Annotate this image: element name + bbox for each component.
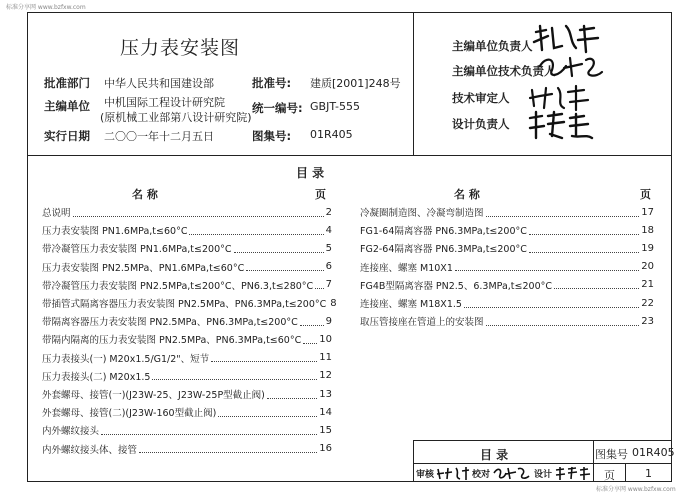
toc-item-page: 6 bbox=[325, 261, 332, 273]
signature-designer bbox=[526, 108, 598, 142]
toc-item-name: 内外螺纹接头 bbox=[42, 426, 100, 438]
toc-item bbox=[42, 386, 332, 402]
toc-item-page: 2 bbox=[325, 206, 332, 218]
toc-item bbox=[42, 441, 332, 457]
toc-item-name: 内外螺纹接头体、接管 bbox=[42, 444, 138, 456]
title-block-page-no: 1 bbox=[645, 467, 652, 480]
toc-col-name-left: 名 称 bbox=[132, 188, 158, 201]
signature-chief bbox=[532, 22, 604, 56]
toc-item bbox=[42, 331, 332, 347]
toc-item-leader bbox=[246, 262, 323, 271]
toc-item-name: 外套螺母、接管(一)(J23W-25、J23W-25P型截止阀) bbox=[42, 390, 265, 401]
signature-tech-chief bbox=[536, 52, 604, 82]
signature-design bbox=[554, 465, 592, 481]
toc-item-name: 压力表安装图 PN2.5MPa、PN1.6MPa,t≤60°C bbox=[42, 262, 245, 274]
toc-item-page: 14 bbox=[319, 406, 332, 418]
signature-check bbox=[492, 465, 530, 481]
title-block-atlas-no: 01R405 bbox=[632, 446, 675, 459]
toc-item-name: FG4B型隔离容器 PN2.5、6.3MPa,t≤200°C bbox=[360, 280, 552, 292]
toc-item-name: 压力表接头(一) M20x1.5/G1/2"、短节 bbox=[42, 353, 210, 365]
toc-item-leader bbox=[486, 208, 640, 217]
toc-item-name: FG1-64隔离容器 PN6.3MPa,t≤200°C bbox=[360, 226, 527, 238]
toc-item-page: 17 bbox=[641, 206, 654, 218]
toc-item-page: 21 bbox=[641, 279, 654, 291]
toc-item-leader bbox=[73, 208, 324, 217]
title-block-top bbox=[413, 440, 672, 441]
designer-label: 设计负责人 bbox=[452, 117, 510, 131]
signature-review bbox=[436, 465, 470, 481]
toc-item bbox=[42, 240, 332, 256]
toc-item bbox=[360, 222, 654, 238]
toc-item-name: 压力表接头(二) M20x1.5 bbox=[42, 371, 151, 383]
toc-item-leader bbox=[303, 335, 317, 344]
toc-item bbox=[42, 422, 332, 438]
toc-item-page: 15 bbox=[319, 424, 332, 436]
toc-item bbox=[360, 277, 654, 293]
toc-item-page: 5 bbox=[325, 242, 332, 254]
toc-item-page: 11 bbox=[319, 352, 332, 364]
toc-item-leader bbox=[315, 280, 323, 289]
toc-item-leader bbox=[455, 262, 639, 271]
toc-item-page: 23 bbox=[641, 315, 654, 327]
toc-item bbox=[360, 259, 654, 275]
toc-item-leader bbox=[152, 371, 317, 380]
toc-item-leader bbox=[101, 426, 317, 435]
toc-item bbox=[42, 368, 332, 384]
page-title: 压力表安装图 bbox=[120, 37, 241, 59]
toc-item-leader bbox=[189, 226, 323, 235]
toc-item-leader bbox=[300, 317, 324, 326]
toc-col-page-left: 页 bbox=[315, 188, 326, 201]
atlas-no: 01R405 bbox=[310, 128, 353, 141]
editor-unit-label: 主编单位 bbox=[44, 99, 90, 113]
header-vertical-divider bbox=[413, 12, 414, 155]
title-block-atlas-divider bbox=[593, 440, 594, 482]
toc-item-name: 带隔离容器压力表安装图 PN2.5MPa、PN6.3MPa,t≤200°C bbox=[42, 317, 298, 329]
toc-item bbox=[42, 313, 332, 329]
toc-item-leader bbox=[218, 408, 317, 417]
toc-item-page: 4 bbox=[325, 224, 332, 236]
toc-item-leader bbox=[464, 299, 639, 308]
unified-no-label: 统一编号: bbox=[252, 101, 303, 115]
toc-item bbox=[42, 404, 332, 420]
toc-item-page: 10 bbox=[319, 333, 332, 345]
date-label: 实行日期 bbox=[44, 129, 90, 143]
toc-item-leader bbox=[211, 353, 317, 362]
toc-item-name: 压力表安装图 PN1.6MPa,t≤60°C bbox=[42, 226, 188, 238]
toc-item-page: 12 bbox=[319, 370, 332, 382]
toc-item-name: FG2-64隔离容器 PN6.3MPa,t≤200°C bbox=[360, 244, 527, 256]
toc-item bbox=[42, 295, 337, 311]
toc-item bbox=[42, 259, 332, 275]
toc-item bbox=[360, 240, 654, 256]
toc-col-page-right: 页 bbox=[640, 188, 651, 201]
toc-item-name: 带冷凝管压力表安装图 PN2.5MPa,t≤200°C、PN6.3,t≤280°C bbox=[42, 280, 314, 292]
editor-unit-line2: (原机械工业部第八设计研究院) bbox=[100, 111, 252, 124]
approval-no: 建质[2001]248号 bbox=[310, 77, 401, 90]
toc-item bbox=[42, 222, 332, 238]
toc-title: 目 录 bbox=[296, 166, 325, 180]
title-block-review-label: 审核 bbox=[416, 470, 435, 480]
toc-item-name: 带隔内隔离的压力表安装图 PN2.5MPa、PN6.3MPa,t≤60°C bbox=[42, 335, 302, 347]
toc-item bbox=[42, 204, 332, 220]
toc-item bbox=[360, 204, 654, 220]
tech-chief-label: 主编单位技术负责人 bbox=[452, 64, 556, 78]
reviewer-label: 技术审定人 bbox=[452, 91, 510, 105]
toc-item bbox=[360, 295, 654, 311]
toc-item bbox=[360, 313, 654, 329]
toc-item-page: 20 bbox=[641, 261, 654, 273]
chief-label: 主编单位负责人 bbox=[452, 39, 533, 53]
toc-item-page: 19 bbox=[641, 242, 654, 254]
toc-item-name: 取压管接座在管道上的安装图 bbox=[360, 317, 484, 329]
toc-item-name: 连接座、螺塞 M10X1 bbox=[360, 262, 453, 274]
toc-item-leader bbox=[139, 444, 317, 453]
title-block-atlas-label: 图集号 bbox=[595, 448, 628, 461]
toc-item-leader bbox=[486, 317, 640, 326]
title-block-page-divider bbox=[625, 463, 626, 482]
title-block-design-label: 设计 bbox=[534, 470, 553, 480]
title-block-left bbox=[413, 440, 414, 482]
toc-col-name-right: 名 称 bbox=[454, 188, 480, 201]
effective-date: 二〇〇一年十二月五日 bbox=[104, 130, 214, 143]
toc-item-page: 18 bbox=[641, 224, 654, 236]
title-block-check-label: 校对 bbox=[472, 470, 491, 480]
title-block-name: 目 录 bbox=[480, 448, 509, 462]
watermark-right: 标准分享网 www.bzfxw.com bbox=[596, 486, 676, 493]
toc-item-name: 连接座、螺塞 M18X1.5 bbox=[360, 299, 462, 310]
toc-item-page: 8 bbox=[330, 297, 337, 309]
approval-no-label: 批准号: bbox=[252, 76, 292, 90]
toc-item-name: 总说明 bbox=[42, 208, 71, 219]
title-block-middle bbox=[413, 463, 672, 464]
toc-item-leader bbox=[554, 280, 639, 289]
toc-item-leader bbox=[234, 244, 324, 253]
toc-item-name: 带插管式隔离容器压力表安装图 PN2.5MPa、PN6.3MPa,t≤200°C bbox=[42, 299, 327, 310]
approval-dept-label: 批准部门 bbox=[44, 76, 90, 90]
toc-item-leader bbox=[267, 390, 317, 399]
toc-item-leader bbox=[529, 226, 639, 235]
unified-no: GBJT-555 bbox=[310, 100, 360, 113]
atlas-no-label: 图集号: bbox=[252, 129, 292, 143]
toc-item-page: 22 bbox=[641, 297, 654, 309]
toc-item-page: 9 bbox=[325, 315, 332, 327]
toc-item-page: 13 bbox=[319, 388, 332, 400]
toc-item-page: 7 bbox=[325, 279, 332, 291]
toc-item bbox=[42, 350, 332, 366]
toc-item-page: 16 bbox=[319, 443, 332, 455]
header-divider bbox=[27, 155, 672, 156]
editor-unit-line1: 中机国际工程设计研究院 bbox=[104, 96, 225, 109]
toc-item-leader bbox=[529, 244, 639, 253]
approval-dept: 中华人民共和国建设部 bbox=[104, 77, 214, 90]
toc-item-name: 外套螺母、接管(二)(J23W-160型截止阀) bbox=[42, 408, 217, 420]
watermark-left: 标准分享网 www.bzfxw.com bbox=[6, 4, 86, 11]
toc-item-name: 带冷凝管压力表安装图 PN1.6MPa,t≤200°C bbox=[42, 244, 232, 256]
toc-item bbox=[42, 277, 332, 293]
title-block-page-label: 页 bbox=[604, 469, 615, 482]
toc-item-name: 冷凝圈制造图、冷凝弯制造图 bbox=[360, 208, 484, 219]
